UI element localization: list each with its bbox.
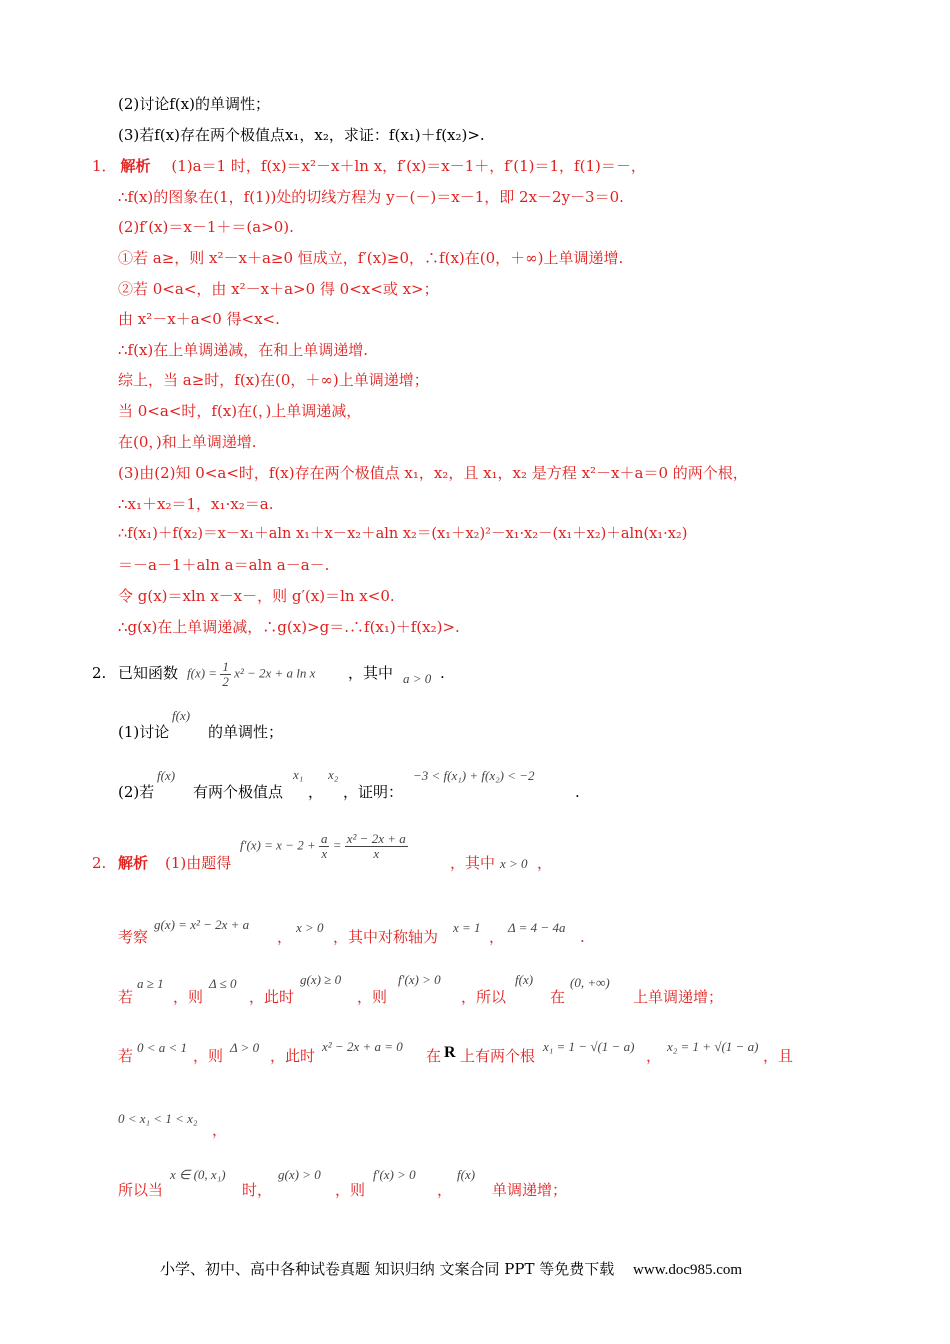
solution-text: ，其中 <box>450 854 496 872</box>
solution-line: (3)由(2)知 0<a<时，f(x)存在两个极值点 x₁，x₂，且 x₁，x₂ 是方程 x²－x＋a＝0 的两个根， <box>118 464 748 482</box>
condition-a-between: 0 < a < 1 <box>137 1040 188 1055</box>
fraction-numerator: a <box>320 831 328 846</box>
solution-text: ，且 <box>763 1047 794 1065</box>
solution-text: 上有两个根 <box>460 1047 536 1065</box>
solution-line: ∴g(x)在上单调递减，∴g(x)>g＝.∴f(x₁)＋f(x₂)>. <box>118 618 460 636</box>
solution-line: ∴f(x)的图象在(1，f(1))处的切线方程为 y－(－)＝x－1，即 2x－2y－3＝0. <box>118 188 624 206</box>
question-2-text: 已知函数 <box>118 664 179 682</box>
function-rhs: x² − 2x + a ln x <box>234 665 316 681</box>
inequality: −3 < f(x₁) + f(x₂) < −2 <box>413 768 535 783</box>
period: . <box>580 928 585 946</box>
condition-a-positive: a > 0 <box>403 671 432 686</box>
solution-line: 由 x²－x＋a<0 得<x<. <box>118 310 280 328</box>
solution-label: 解析 <box>120 157 151 175</box>
period: . <box>440 664 445 682</box>
comma: ， <box>537 854 553 872</box>
solution-1-header <box>92 156 646 176</box>
solution-label: 解析 <box>118 854 149 872</box>
solution-number: 1． <box>92 157 117 175</box>
comma: ， <box>437 1181 453 1199</box>
fraction-one-half <box>220 660 231 689</box>
fx-symbol: f(x) <box>172 708 191 723</box>
g-nonnegative: g(x) ≥ 0 <box>300 972 342 987</box>
comma: ， <box>212 1121 228 1139</box>
solution-line: ②若 0<a<，由 x²－x＋a>0 得 0<x<或 x>； <box>118 280 439 298</box>
page-footer <box>160 1258 742 1279</box>
root-x1: x₁ = 1 − √(1 − a) <box>543 1039 635 1054</box>
discriminant: Δ = 4 − 4a <box>508 920 566 935</box>
solution-line: (2)f′(x)＝x－1＋＝(a>0). <box>118 218 294 236</box>
derivative-lhs: f′(x) = x − 2 + <box>240 837 316 853</box>
solution-line: ∴f(x)在上单调递减，在和上单调递增. <box>118 341 369 359</box>
solution-text: 若 <box>118 988 134 1006</box>
solution-text: 若 <box>118 1047 134 1065</box>
q2-part1-label: (1)讨论 <box>118 723 170 741</box>
period: . <box>575 783 580 801</box>
footer-url: www.doc985.com <box>633 1262 743 1278</box>
x-positive: x > 0 <box>500 856 528 871</box>
solution-text: 时， <box>242 1181 273 1199</box>
function-lhs: f(x) = <box>187 665 218 681</box>
q2-part2-text: ，证明： <box>343 783 404 801</box>
fx-symbol: f(x) <box>157 768 176 783</box>
solution-line: ＝－a－1＋aln a＝aln a－a－. <box>118 556 330 574</box>
comma: ， <box>308 783 324 801</box>
solution-line: ①若 a≥，则 x²－x＋a≥0 恒成立，f′(x)≥0，∴f(x)在(0，＋∞)上单调递增. <box>118 249 624 267</box>
fraction-denominator: 2 <box>222 674 229 689</box>
solution-text: 在 <box>550 988 566 1006</box>
question-2-number: 2. <box>92 664 107 682</box>
g-definition: g(x) = x² − 2x + a <box>154 917 250 932</box>
solution-text: 所以当 <box>118 1181 164 1199</box>
root-ordering: 0 < x₁ < 1 < x₂ <box>118 1111 198 1126</box>
derivative-formula <box>240 832 408 861</box>
solution-text: 单调递增； <box>492 1181 568 1199</box>
derivative-positive: f′(x) > 0 <box>373 1167 416 1182</box>
solution-text: ，则 <box>193 1047 224 1065</box>
delta-gt-0: Δ > 0 <box>230 1040 260 1055</box>
x2-symbol: x₂ <box>328 767 339 782</box>
x1-symbol: x₁ <box>293 767 304 782</box>
solution-2-number: 2. <box>92 854 107 872</box>
solution-line: ∴f(x₁)＋f(x₂)＝x－x₁＋aln x₁＋x－x₂＋aln x₂＝(x₁＋x₂)²－x₁·x₂－(x₁＋x₂)＋aln(x₁·x₂) <box>118 526 688 542</box>
solution-line: 在(0，)和上单调递增. <box>118 433 257 451</box>
solution-line: ∴x₁＋x₂＝1，x₁·x₂＝a. <box>118 495 274 513</box>
comma: ， <box>277 928 293 946</box>
solution-text: ，此时 <box>270 1047 316 1065</box>
solution-text: 考察 <box>118 928 149 946</box>
fraction-numerator: x² − 2x + a <box>346 831 406 846</box>
fraction-a-over-x <box>319 832 330 861</box>
solution-line: 综上，当 a≥时，f(x)在(0，＋∞)上单调递增； <box>118 371 429 389</box>
solution-text: ，此时 <box>249 988 295 1006</box>
solution-text: ，则 <box>335 1181 366 1199</box>
fraction-denominator: x <box>321 846 328 861</box>
q1-part3: (3)若f(x)存在两个极值点x₁，x₂，求证：f(x₁)＋f(x₂)>. <box>118 126 485 144</box>
solution-text: 在 <box>426 1047 442 1065</box>
g-positive: g(x) > 0 <box>278 1167 321 1182</box>
question-2-text: ，其中 <box>348 664 394 682</box>
interval-0-infinity: (0, +∞) <box>570 975 610 990</box>
fx-symbol: f(x) <box>515 972 534 987</box>
equals: = <box>332 837 342 853</box>
comma: ， <box>489 928 505 946</box>
fraction-numerator: 1 <box>222 659 229 674</box>
solution-text: ，则 <box>357 988 388 1006</box>
solution-line: (1)a＝1 时，f(x)＝x²－x＋ln x，f′(x)＝x－1＋，f′(1)＝1，f(1)＝－， <box>171 157 646 175</box>
fx-symbol: f(x) <box>457 1167 476 1182</box>
footer-text: 小学、初中、高中各种试卷真题 知识归纳 文案合同 PPT 等免费下载 <box>160 1260 615 1278</box>
axis-of-symmetry: x = 1 <box>453 920 481 935</box>
solution-line: 当 0<a<时，f(x)在(，)上单调递减， <box>118 402 362 420</box>
q2-part2-text: 有两个极值点 <box>193 783 284 801</box>
solution-text: (1)由题得 <box>165 854 232 872</box>
x-positive: x > 0 <box>296 920 324 935</box>
derivative-positive: f′(x) > 0 <box>398 972 441 987</box>
root-x2: x₂ = 1 + √(1 − a) <box>667 1039 759 1054</box>
q2-part2-label: (2)若 <box>118 783 155 801</box>
quadratic-equation: x² − 2x + a = 0 <box>322 1039 403 1054</box>
solution-text: ，其中对称轴为 <box>333 928 439 946</box>
solution-text: ，所以 <box>461 988 507 1006</box>
q1-part2: (2)讨论f(x)的单调性； <box>118 95 270 113</box>
q2-part1-text: 的单调性； <box>208 723 284 741</box>
function-definition <box>187 660 315 689</box>
fraction-derivative <box>345 832 408 861</box>
delta-le-0: Δ ≤ 0 <box>209 976 237 991</box>
solution-line: 令 g(x)＝xln x－x－，则 g′(x)＝ln x<0. <box>118 587 395 605</box>
real-numbers-symbol: R <box>444 1044 456 1061</box>
solution-text: ，则 <box>173 988 204 1006</box>
comma: ， <box>646 1047 662 1065</box>
solution-text: 上单调递增； <box>633 988 724 1006</box>
x-in-interval: x ∈ (0, x₁) <box>170 1167 226 1182</box>
condition-a-ge-1: a ≥ 1 <box>137 976 164 991</box>
fraction-denominator: x <box>373 846 380 861</box>
